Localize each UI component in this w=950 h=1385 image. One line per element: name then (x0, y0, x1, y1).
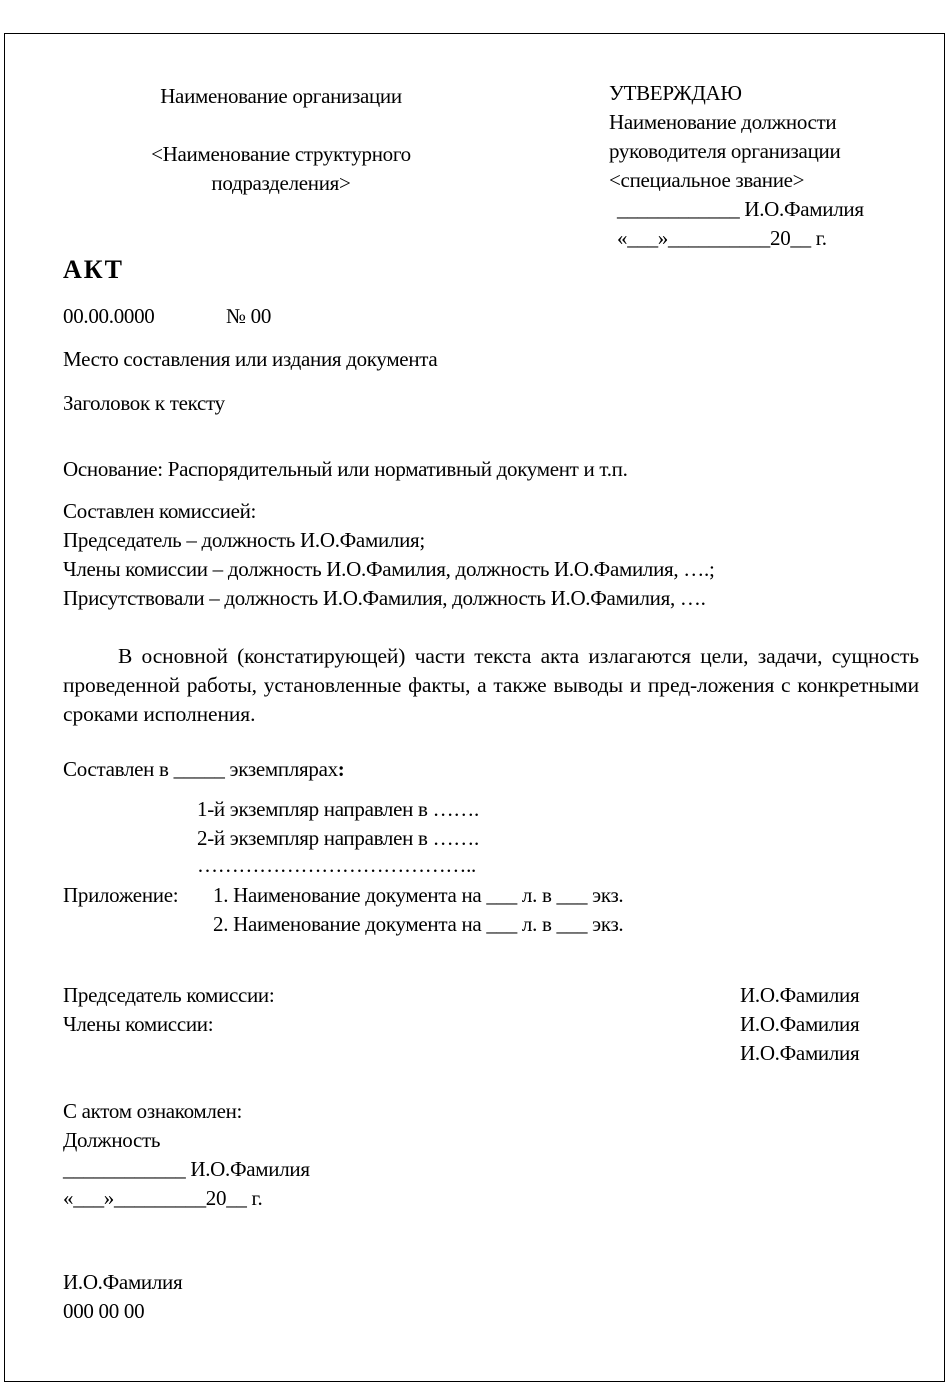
copy-2: 2-й экземпляр направлен в ……. (197, 826, 479, 850)
doc-place: Место составления или издания документа (63, 347, 438, 371)
acquainted-label: С актом ознакомлен: (63, 1099, 243, 1123)
copies-label: Составлен в _____ экземплярах (63, 757, 338, 781)
doc-heading: Заголовок к тексту (63, 391, 225, 415)
commission-composed: Составлен комиссией: (63, 499, 257, 523)
commission-members: Члены комиссии – должность И.О.Фамилия, должность И.О.Фамилия, ….; (63, 557, 715, 581)
doc-number: № 00 (226, 304, 272, 328)
copies-line (63, 755, 345, 784)
executor-phone: 000 00 00 (63, 1299, 145, 1323)
body-paragraph: В основной (констатирующей) части текста акта излагаются цели, задачи, сущность проведенной работы, установленные факты, а также выводы и пред-ложения с конкретными сроками исполнения. (63, 644, 919, 726)
basis-line: Основание: Распорядительный или нормативный документ и т.п. (63, 457, 628, 481)
copy-1: 1-й экземпляр направлен в ……. (197, 797, 479, 821)
approver-signature: ____________ И.О.Фамилия (617, 197, 864, 221)
sign-name-2: И.О.Фамилия (740, 1012, 860, 1036)
approve-label: УТВЕРЖДАЮ (609, 81, 742, 105)
copies-colon: : (337, 757, 345, 781)
attachment-item-1: 1. Наименование документа на ___ л. в ___ экз. (213, 883, 624, 907)
approval-date: «___»__________20__ г. (617, 226, 827, 250)
commission-present: Присутствовали – должность И.О.Фамилия, должность И.О.Фамилия, …. (63, 586, 706, 610)
sign-chairman-label: Председатель комиссии: (63, 983, 275, 1007)
doc-date: 00.00.0000 (63, 304, 155, 328)
acquainted-position: Должность (63, 1128, 161, 1152)
sign-members-label: Члены комиссии: (63, 1012, 214, 1036)
copy-more: ………………………………….. (197, 853, 477, 877)
sign-name-1: И.О.Фамилия (740, 983, 860, 1007)
acquainted-date: «___»_________20__ г. (63, 1186, 263, 1210)
subdivision-line2: подразделения> (211, 171, 351, 195)
approver-position-line2: руководителя организации (609, 139, 841, 163)
acquainted-signature: ____________ И.О.Фамилия (63, 1157, 310, 1181)
executor-name: И.О.Фамилия (63, 1270, 183, 1294)
sign-name-3: И.О.Фамилия (740, 1041, 860, 1065)
subdivision-line1: <Наименование структурного (151, 142, 411, 166)
approver-rank: <специальное звание> (609, 168, 805, 192)
doc-title: АКТ (63, 255, 124, 284)
attachment-item-2: 2. Наименование документа на ___ л. в ___ экз. (213, 912, 624, 936)
org-name: Наименование организации (160, 84, 402, 108)
commission-chairman: Председатель – должность И.О.Фамилия; (63, 528, 425, 552)
approver-position-line1: Наименование должности (609, 110, 837, 134)
attachment-label: Приложение: (63, 883, 179, 907)
